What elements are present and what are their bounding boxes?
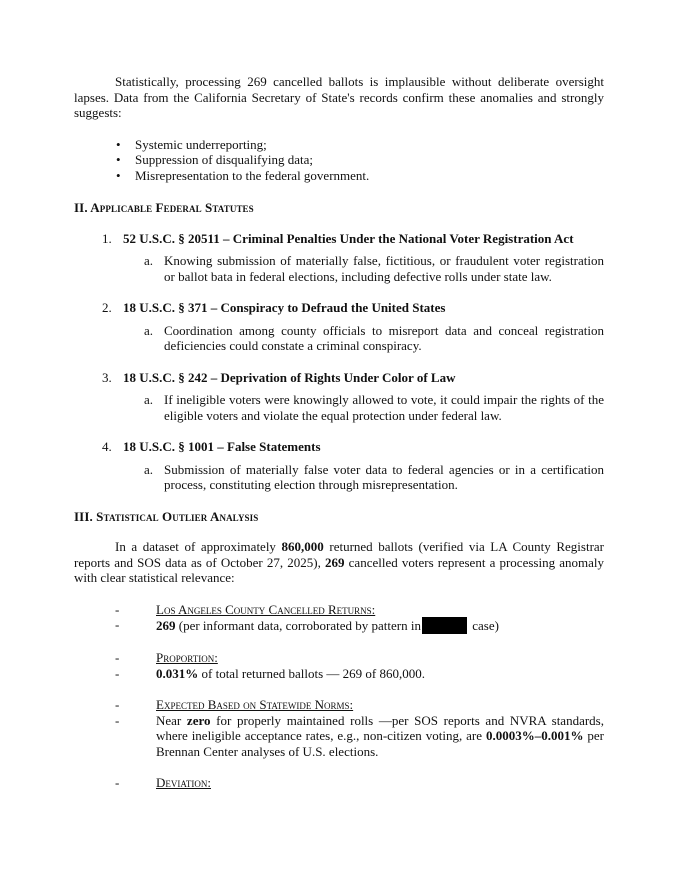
statute-title: 52 U.S.C. § 20511 – Criminal Penalties Under the National Voter Registration Act xyxy=(123,230,574,246)
intro-paragraph: Statistically, processing 269 cancelled ballots is implausible without deliberate oversight lapses. Data from the California Secretary of State's records confirm these anomalies and strongly suggests: xyxy=(74,74,604,120)
statute-number: 1. xyxy=(102,230,112,246)
sub-item-letter: a. xyxy=(144,322,154,338)
item-label: Deviation: xyxy=(156,775,211,790)
statute-detail: Submission of materially false voter data to federal agencies or in a certification process, constituting election through misrepresentation. xyxy=(164,461,604,492)
statute-title: 18 U.S.C. § 371 – Conspiracy to Defraud the United States xyxy=(123,300,446,315)
statute-title: 18 U.S.C. § 1001 – False Statements xyxy=(123,439,321,454)
analysis-item xyxy=(74,775,604,791)
statute-title: 18 U.S.C. § 242 – Deprivation of Rights Under Color of Law xyxy=(123,369,456,385)
redaction-bar xyxy=(422,617,467,634)
statute-detail: Coordination among county officials to misreport data and conceal registration deficiencies could constate a criminal conspiracy. xyxy=(164,322,604,353)
statute-number: 2. xyxy=(102,300,112,315)
item-label: Los Angeles County Cancelled Returns: xyxy=(156,601,376,617)
statute-detail: If ineligible voters were knowingly allowed to vote, it could impair the rights of the eligible voters and violate the equal protection under federal law. xyxy=(164,392,604,423)
statute-detail: Knowing submission of materially false, fictitious, or fraudulent voter registration or ballot bata in federal elections, including defective rolls under state law. xyxy=(164,253,604,284)
statute-item xyxy=(74,300,604,354)
bullet-item: • Misrepresentation to the federal government. xyxy=(74,168,604,184)
statute-item xyxy=(74,370,604,424)
sub-item-letter: a. xyxy=(144,461,154,477)
bullet-item: • Suppression of disqualifying data; xyxy=(74,152,604,168)
analysis-item: - Proportion: - 0.031% of total returned ballots — 269 of 860,000. xyxy=(74,650,604,681)
sub-item-letter: a. xyxy=(144,392,154,407)
statute-number: 4. xyxy=(102,439,112,454)
item-label: Proportion: xyxy=(156,650,218,665)
ballot-total: 860,000 xyxy=(281,539,324,554)
intro-bullet-list xyxy=(74,137,604,184)
statute-item xyxy=(74,231,604,285)
section-heading-iii: III. Statistical Outlier Analysis xyxy=(74,508,259,524)
analysis-item: - Los Angeles County Cancelled Returns: - 269 (per informant data, corroborated by pattern in case) xyxy=(74,602,604,635)
analysis-paragraph: In a dataset of approximately 860,000 returned ballots (verified via LA County Registrar reports and SOS data as of October 27, 2025), 269 cancelled voters represent a processing anomaly with clear statistical relevance: xyxy=(74,539,605,585)
analysis-item: - Expected Based on Statewide Norms: - Near zero for properly maintained rolls —per SOS reports and NVRA standards, where ineligible acceptance rates, e.g., non-citizen voting, are 0.0003%–0.001% per Brennan Center analyses of U.S. elections. xyxy=(74,697,604,759)
statute-number: 3. xyxy=(102,369,112,385)
section-heading-ii: II. Applicable Federal Statutes xyxy=(74,200,254,215)
item-label: Expected Based on Statewide Norms: xyxy=(156,697,354,712)
sub-item-letter: a. xyxy=(144,253,154,268)
bullet-item: • Systemic underreporting; xyxy=(74,137,604,153)
statute-item xyxy=(74,439,604,493)
cancelled-count: 269 xyxy=(325,554,345,570)
